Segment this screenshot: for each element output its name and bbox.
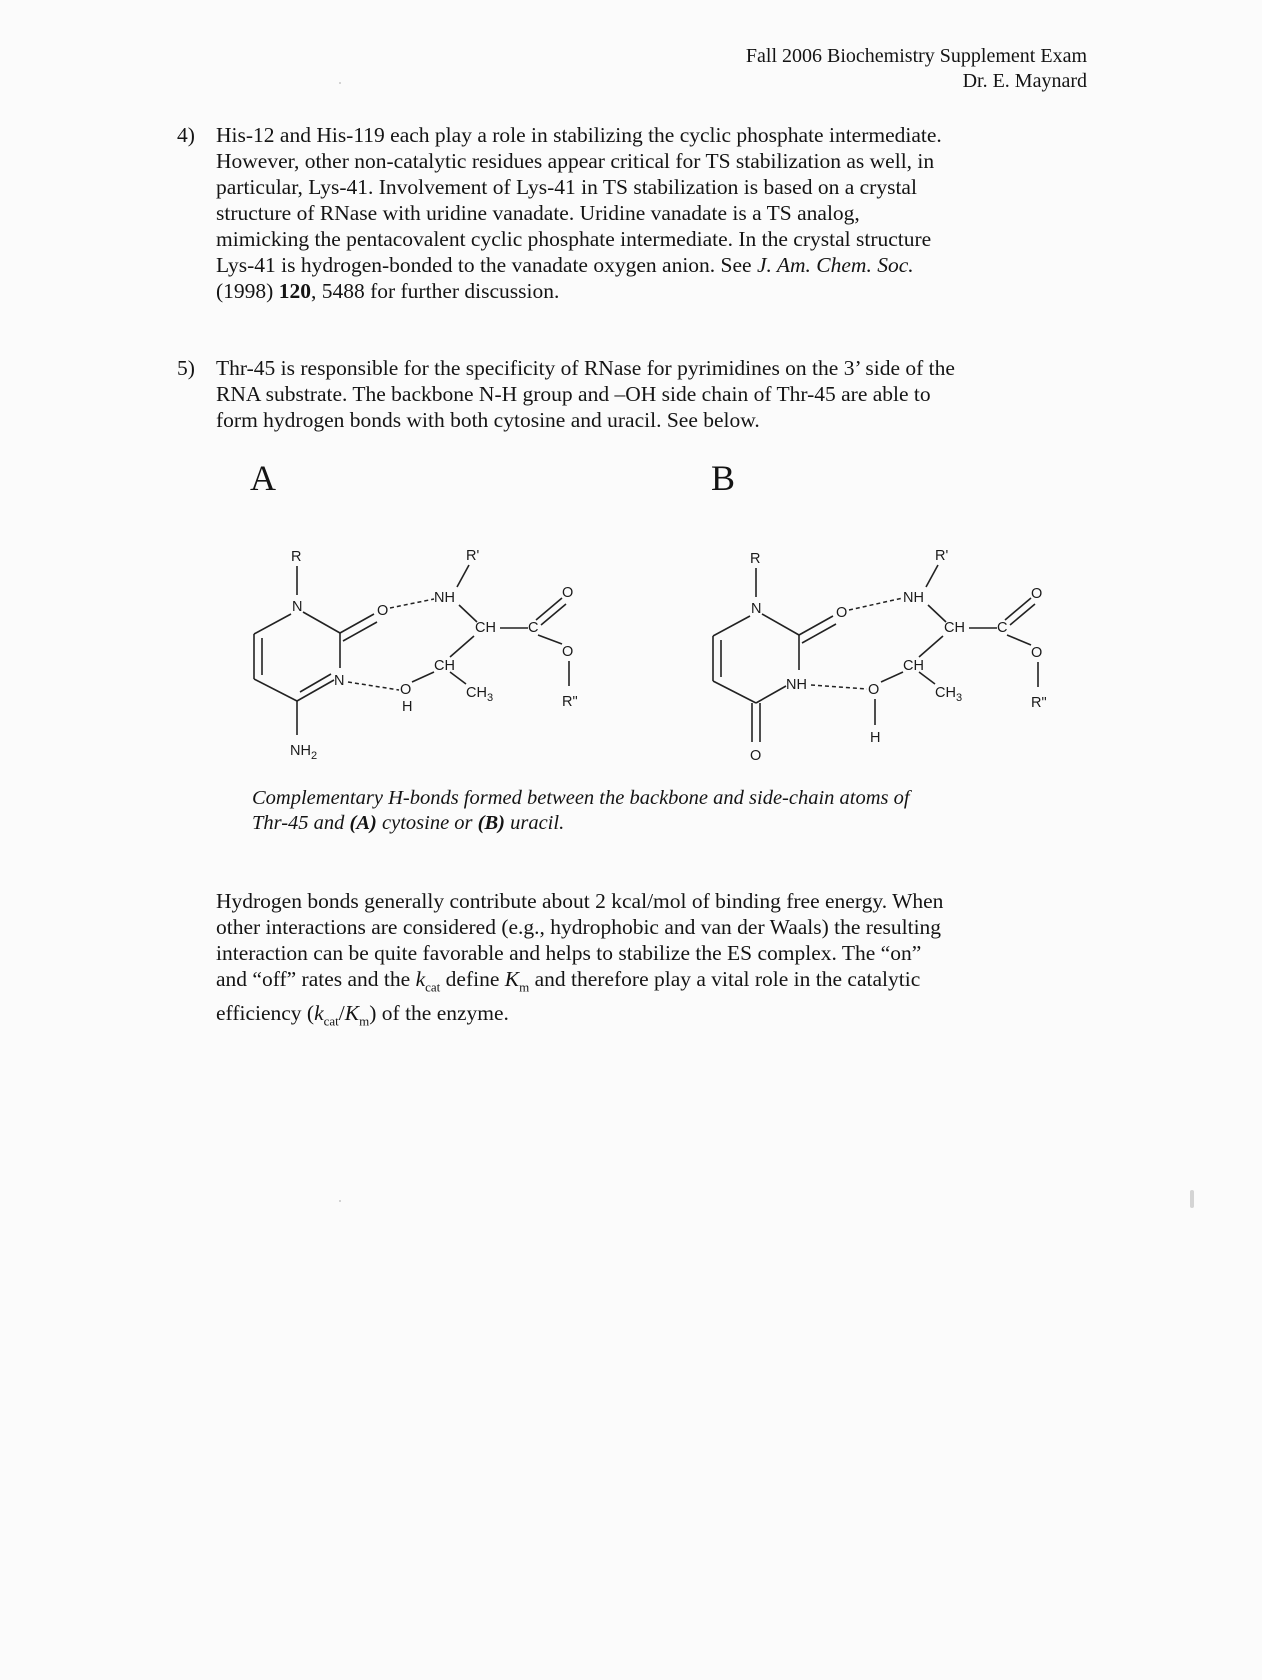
kcat-symbol: k xyxy=(314,1001,324,1026)
bond xyxy=(919,672,935,684)
text-line xyxy=(216,966,1116,1000)
caption-line xyxy=(252,811,1112,836)
atom-label: C xyxy=(528,620,539,636)
text-line xyxy=(216,1000,1116,1034)
text-line: particular, Lys-41. Involvement of Lys-41 in TS stabilization is based on a crystal xyxy=(216,175,917,199)
caption-label-a: (A) xyxy=(349,812,377,834)
text-fragment: Thr-45 and xyxy=(252,812,350,834)
atom-label: O xyxy=(377,603,389,619)
text-line: other interactions are considered (e.g., hydrophobic and van der Waals) the resulting xyxy=(216,915,942,939)
atom-label: CH xyxy=(466,685,487,701)
text-fragment: and therefore play a vital role in the catalytic xyxy=(529,967,921,991)
structure-b-uracil xyxy=(0,0,1262,800)
figure-caption xyxy=(252,786,1112,836)
atom-label: R' xyxy=(935,548,949,564)
text-line: Hydrogen bonds generally contribute about 2 kcal/mol of binding free energy. When xyxy=(216,889,944,913)
atom-label: O xyxy=(1031,586,1043,602)
kcat-symbol: k xyxy=(415,967,426,991)
atom-label: N xyxy=(751,601,762,617)
bond xyxy=(713,616,750,636)
hydrogen-bond xyxy=(811,685,867,689)
atom-label: O xyxy=(400,682,412,698)
text-fragment: cytosine or xyxy=(376,812,478,834)
atom-label: H xyxy=(870,730,881,746)
atom-label: O xyxy=(750,748,762,764)
subscript: 2 xyxy=(310,750,318,762)
subscript: 3 xyxy=(955,692,963,704)
atom-label: O xyxy=(1031,645,1043,661)
text-fragment: Lys-41 is hydrogen-bonded to the vanadate oxygen anion. See xyxy=(216,253,757,277)
atom-label: C xyxy=(997,620,1008,636)
atom-label: CH xyxy=(935,685,956,701)
explanation-paragraph xyxy=(216,888,1116,1035)
km-symbol: K xyxy=(344,1001,360,1026)
bond xyxy=(926,565,938,587)
text-fragment: / xyxy=(338,1001,345,1026)
scan-speck xyxy=(339,1200,341,1202)
exam-title: Fall 2006 Biochemistry Supplement Exam xyxy=(745,45,1087,67)
bond xyxy=(1005,598,1031,620)
text-line: structure of RNase with uridine vanadate. Uridine vanadate is a TS analog, xyxy=(216,201,860,225)
atom-label: R xyxy=(291,549,302,565)
km-symbol: K xyxy=(504,967,520,991)
question-number: 5) xyxy=(177,356,195,380)
atom-label xyxy=(935,685,962,704)
bond xyxy=(756,686,786,703)
atom-label: O xyxy=(868,682,880,698)
figure-label-b: B xyxy=(711,458,736,498)
bond xyxy=(762,614,799,635)
text-fragment: efficiency ( xyxy=(216,1001,315,1026)
atom-label: R" xyxy=(562,694,578,710)
bond xyxy=(1007,635,1031,645)
text-fragment: and “off” rates and the xyxy=(216,967,416,991)
caption-label-b: (B) xyxy=(477,812,505,834)
bond xyxy=(881,672,903,682)
text-line: However, other non-catalytic residues appear critical for TS stabilization as well, in xyxy=(216,149,935,173)
text-fragment: ) of the enzyme. xyxy=(369,1001,509,1026)
hydrogen-bond xyxy=(849,598,903,610)
bond xyxy=(713,681,756,703)
bond xyxy=(919,636,943,657)
atom-label: CH xyxy=(434,658,455,674)
atom-label: R" xyxy=(1031,695,1047,711)
text-line: mimicking the pentacovalent cyclic phosphate intermediate. In the crystal structure xyxy=(216,227,932,251)
caption-line: Complementary H-bonds formed between the backbone and side-chain atoms of xyxy=(252,787,910,809)
km-subscript: m xyxy=(359,1013,370,1029)
bond xyxy=(1010,604,1035,625)
journal-name: J. Am. Chem. Soc. xyxy=(756,253,914,277)
atom-label: NH xyxy=(786,677,807,693)
atom-label: R xyxy=(750,551,761,567)
atom-label: O xyxy=(562,585,574,601)
instructor-name: Dr. E. Maynard xyxy=(962,70,1087,92)
scan-speck xyxy=(1190,1190,1194,1208)
kcat-subscript: cat xyxy=(425,979,441,995)
atom-label: CH xyxy=(944,620,965,636)
bond xyxy=(799,616,833,635)
text-line: form hydrogen bonds with both cytosine and uracil. See below. xyxy=(216,408,760,432)
figure-label-a: A xyxy=(250,458,276,498)
subscript: 3 xyxy=(486,692,494,704)
text-line: RNA substrate. The backbone N-H group and –OH side chain of Thr-45 are able to xyxy=(216,382,931,406)
text-fragment: uracil. xyxy=(504,812,565,834)
citation-year: (1998) xyxy=(216,279,279,303)
km-subscript: m xyxy=(519,979,530,995)
atom-label: NH xyxy=(903,590,924,606)
text-fragment: , 5488 for further discussion. xyxy=(310,279,560,303)
atom-label: NH xyxy=(434,590,455,606)
question-number: 4) xyxy=(177,123,195,147)
atom-label: NH xyxy=(290,743,311,759)
atom-label: O xyxy=(836,605,848,621)
atom-label: O xyxy=(562,644,574,660)
text-line: interaction can be quite favorable and helps to stabilize the ES complex. The “on” xyxy=(216,941,922,965)
text-fragment: define xyxy=(440,967,505,991)
bond xyxy=(802,624,836,643)
scan-speck xyxy=(339,82,341,84)
text-line: Thr-45 is responsible for the specificity of RNase for pyrimidines on the 3’ side of the xyxy=(216,356,955,380)
citation-volume: 120 xyxy=(278,279,311,303)
atom-label: CH xyxy=(903,658,924,674)
atom-label: H xyxy=(402,699,413,715)
atom-label: R' xyxy=(466,548,480,564)
atom-label: N xyxy=(292,599,303,615)
kcat-subscript: cat xyxy=(323,1013,339,1029)
atom-label: N xyxy=(334,673,345,689)
text-line: His-12 and His-119 each play a role in stabilizing the cyclic phosphate intermediate. xyxy=(216,123,942,147)
atom-label: CH xyxy=(475,620,496,636)
